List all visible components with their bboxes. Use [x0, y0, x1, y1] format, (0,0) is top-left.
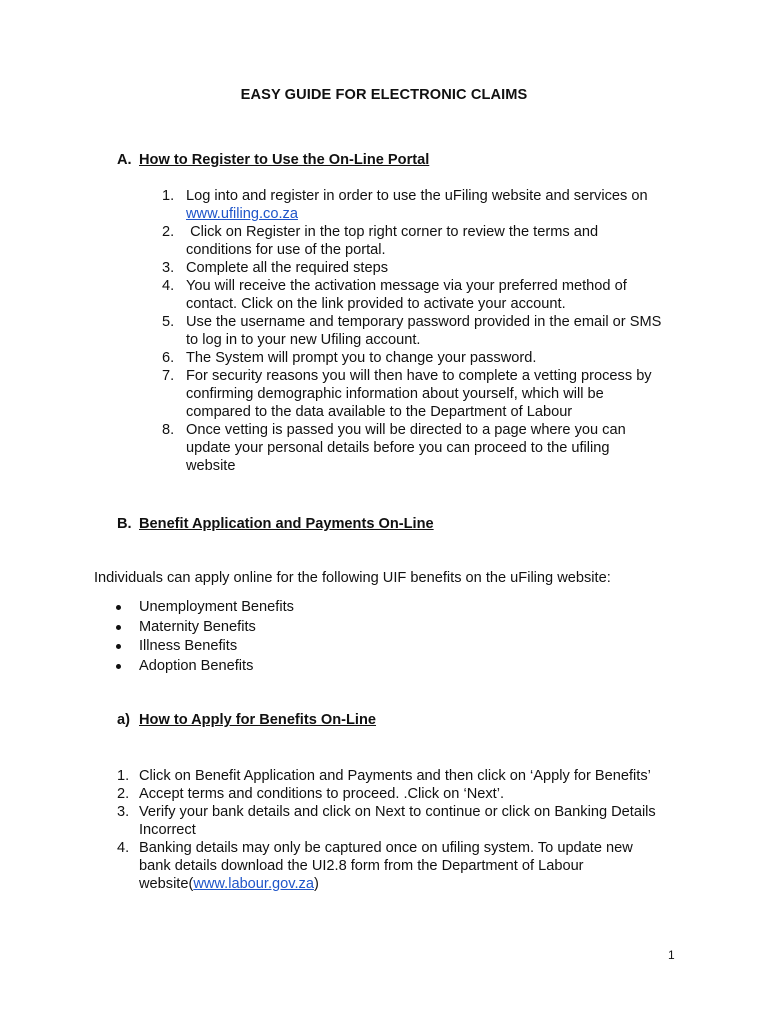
step-number: 5.	[162, 314, 175, 330]
benefit-label: Adoption Benefits	[139, 657, 254, 674]
step-number: 8.	[162, 422, 175, 438]
step-text: Click on Benefit Application and Payments and then click on ‘Apply for Benefits’	[139, 768, 651, 784]
section-apply-title: How to Apply for Benefits On-Line	[139, 712, 377, 728]
list-item	[162, 313, 662, 349]
labour-link[interactable]: www.labour.gov.za	[193, 876, 314, 892]
step-text: Once vetting is passed you will be directed to a page where you can update your personal details before you can proceed to the ufiling website	[186, 422, 626, 474]
section-apply-letter: a)	[117, 712, 130, 728]
section-a-heading	[117, 152, 429, 168]
section-b-heading	[117, 516, 434, 532]
step-number: 1.	[117, 768, 130, 784]
document-title: EASY GUIDE FOR ELECTRONIC CLAIMS	[240, 87, 528, 103]
list-item	[116, 657, 294, 677]
step-text: For security reasons you will then have to complete a vetting process by confirming demographic information about yourself, which will be compared to the data available to the Department of Labour	[186, 368, 652, 420]
list-item	[162, 277, 662, 313]
section-a-title: How to Register to Use the On-Line Portal	[139, 152, 430, 168]
step-number: 4.	[117, 840, 130, 856]
step-number: 2.	[117, 786, 130, 802]
step-text: The System will prompt you to change your password.	[186, 350, 537, 366]
step-number: 1.	[162, 188, 175, 204]
list-item	[116, 598, 294, 618]
bullet-icon	[116, 625, 121, 630]
list-item	[162, 349, 662, 367]
page-number: 1	[668, 948, 675, 962]
step-number: 2.	[162, 224, 175, 240]
bullet-icon	[116, 664, 121, 669]
step-number: 3.	[117, 804, 130, 820]
step-text: Verify your bank details and click on Next to continue or click on Banking Details Incorrect	[139, 804, 656, 838]
bullet-icon	[116, 644, 121, 649]
step-number: 6.	[162, 350, 175, 366]
list-item	[116, 637, 294, 657]
step-text: You will receive the activation message via your preferred method of contact. Click on the link provided to activate your account.	[186, 278, 627, 312]
section-a-letter: A.	[117, 152, 132, 168]
step-text: Log into and register in order to use the uFiling website and services on	[186, 188, 648, 204]
section-b-title: Benefit Application and Payments On-Line	[139, 516, 434, 532]
list-item	[162, 421, 662, 475]
benefit-label: Illness Benefits	[139, 638, 238, 654]
registration-steps-list	[162, 187, 662, 475]
list-item	[116, 618, 294, 638]
benefits-intro: Individuals can apply online for the following UIF benefits on the uFiling website:	[94, 570, 611, 586]
step-number: 7.	[162, 368, 175, 384]
list-item	[117, 785, 665, 803]
step-text-end: )	[313, 876, 319, 892]
step-number: 4.	[162, 278, 175, 294]
list-item	[162, 259, 662, 277]
step-text: Banking details may only be captured once on ufiling system. To update new bank details download the UI2.8 form from the Department of Labour website(	[139, 840, 633, 892]
benefit-label: Unemployment Benefits	[139, 599, 294, 615]
list-item	[117, 803, 665, 839]
step-text: Accept terms and conditions to proceed. .Click on ‘Next’.	[139, 786, 505, 802]
apply-steps-list	[117, 767, 665, 893]
list-item	[162, 187, 662, 223]
list-item	[162, 223, 662, 259]
step-text: Click on Register in the top right corner to review the terms and conditions for use of the portal.	[186, 224, 603, 258]
benefits-list	[116, 598, 294, 676]
section-apply-heading	[117, 712, 376, 728]
section-b-letter: B.	[117, 516, 132, 532]
list-item	[117, 767, 665, 785]
step-number: 3.	[162, 260, 175, 276]
list-item	[117, 839, 665, 893]
bullet-icon	[116, 605, 121, 610]
ufiling-link[interactable]: www.ufiling.co.za	[186, 206, 298, 222]
step-text: Use the username and temporary password provided in the email or SMS to log in to your new Ufiling account.	[186, 314, 662, 348]
list-item	[162, 367, 662, 421]
step-text: Complete all the required steps	[186, 260, 388, 276]
benefit-label: Maternity Benefits	[139, 618, 256, 635]
